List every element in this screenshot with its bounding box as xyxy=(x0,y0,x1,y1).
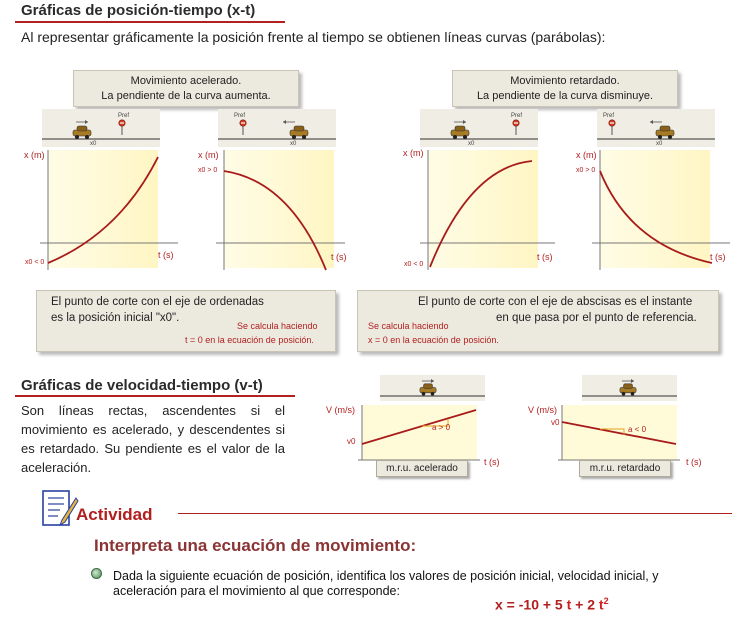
callout-accelerated-line1: Movimiento acelerado. xyxy=(130,75,242,87)
note-ordinate-line1: El punto de corte con el eje de ordenadas xyxy=(51,296,264,308)
scene-1 xyxy=(42,109,160,147)
v-axis-label-2: V (m/s) xyxy=(528,405,557,415)
vt-description: Son líneas rectas, ascendentes si el movimiento es acelerado, y descendentes si es retardado. Su pendiente es el valor de la aceleración. xyxy=(21,403,285,475)
v0-label-2: v0 xyxy=(551,418,560,427)
mru-retardado-label: m.r.u. retardado xyxy=(579,460,671,477)
section-title-vt: Gráficas de velocidad-tiempo (v-t) xyxy=(21,377,263,394)
note-ordinate xyxy=(36,290,336,352)
equation xyxy=(495,596,609,613)
activity-body: Dada la siguiente ecuación de posición, identifica los valores de posición inicial, velocidad inicial, y aceleración para el movimiento al que corresponde: xyxy=(113,569,659,598)
t-axis-label-2: t (s) xyxy=(331,252,347,262)
title-underline xyxy=(15,21,285,23)
equation-t2: t xyxy=(598,596,604,613)
intro-text: Al representar gráficamente la posición frente al tiempo se obtienen líneas curvas (parábolas): xyxy=(21,29,606,45)
v-axis-label-1: V (m/s) xyxy=(326,405,355,415)
callout-retarded-line2: La pendiente de la curva disminuye. xyxy=(476,90,654,102)
equation-part-2: + 2 xyxy=(571,596,599,613)
graph-2 xyxy=(216,150,345,270)
note-abscissa-line2: en que pasa por el punto de referencia. xyxy=(496,312,697,324)
note-abscissa-small1: Se calcula haciendo xyxy=(368,321,449,331)
note-abscissa xyxy=(357,290,719,352)
t-axis-label-1: t (s) xyxy=(158,250,174,260)
note-ordinate-line2: es la posición inicial "x0". xyxy=(51,312,180,324)
a-neg-label: a < 0 xyxy=(628,425,647,434)
equation-t1: t xyxy=(566,596,572,613)
notebook-pencil-icon xyxy=(40,488,80,530)
callout-accelerated-line2: La pendiente de la curva aumenta. xyxy=(101,90,271,102)
equation-exponent: 2 xyxy=(603,596,609,606)
t-axis-label-vt1: t (s) xyxy=(484,457,500,467)
t-axis-label-vt2: t (s) xyxy=(686,457,702,467)
equation-part-1: x = -10 + 5 xyxy=(495,596,567,613)
title-underline-vt xyxy=(15,395,295,397)
section-title-xt: Gráficas de posición-tiempo (x-t) xyxy=(21,2,256,19)
note-abscissa-small2: x = 0 en la ecuación de posición. xyxy=(368,335,499,345)
svg-text:Pref: Pref xyxy=(603,113,615,119)
a-pos-label: a > 0 xyxy=(432,423,451,432)
t-axis-label-3: t (s) xyxy=(537,252,553,262)
mru-acelerado-label: m.r.u. acelerado xyxy=(376,460,468,477)
bullet-icon xyxy=(91,568,102,579)
scene-3 xyxy=(420,109,538,147)
x-axis-label-4: x (m) xyxy=(576,150,597,160)
scene-4 xyxy=(597,109,715,147)
note-ordinate-small2: t = 0 en la ecuación de posición. xyxy=(185,335,314,345)
callout-retarded xyxy=(452,70,678,107)
graph-3 xyxy=(420,150,555,270)
svg-text:Pref: Pref xyxy=(234,113,246,119)
scene-2 xyxy=(218,109,336,147)
svg-text:x0: x0 xyxy=(656,141,663,147)
x0-label-2: x0 > 0 xyxy=(198,167,218,174)
x-axis-label-3: x (m) xyxy=(403,148,424,158)
x0-label-1: x0 < 0 xyxy=(25,259,45,266)
svg-text:x0: x0 xyxy=(90,141,97,147)
x-axis-label-2: x (m) xyxy=(198,150,219,160)
note-abscissa-line1: El punto de corte con el eje de abscisas es el instante xyxy=(418,296,693,308)
v0-label-1: v0 xyxy=(347,437,356,446)
x0-label-3: x0 < 0 xyxy=(404,261,424,268)
svg-text:x0: x0 xyxy=(468,141,475,147)
x0-label-4: x0 > 0 xyxy=(576,167,596,174)
xt-graphs xyxy=(0,105,747,285)
activity-heading: Interpreta una ecuación de movimiento: xyxy=(94,536,417,555)
svg-text:Pref: Pref xyxy=(511,113,523,119)
t-axis-label-4: t (s) xyxy=(710,252,726,262)
callout-accelerated xyxy=(73,70,299,107)
activity-divider xyxy=(178,513,732,514)
note-ordinate-small1: Se calcula haciendo xyxy=(237,321,318,331)
activity-label: Actividad xyxy=(76,505,153,524)
callout-retarded-line1: Movimiento retardado. xyxy=(510,75,620,87)
svg-text:Pref: Pref xyxy=(118,113,130,119)
svg-text:x0: x0 xyxy=(290,141,297,147)
x-axis-label-1: x (m) xyxy=(24,150,45,160)
